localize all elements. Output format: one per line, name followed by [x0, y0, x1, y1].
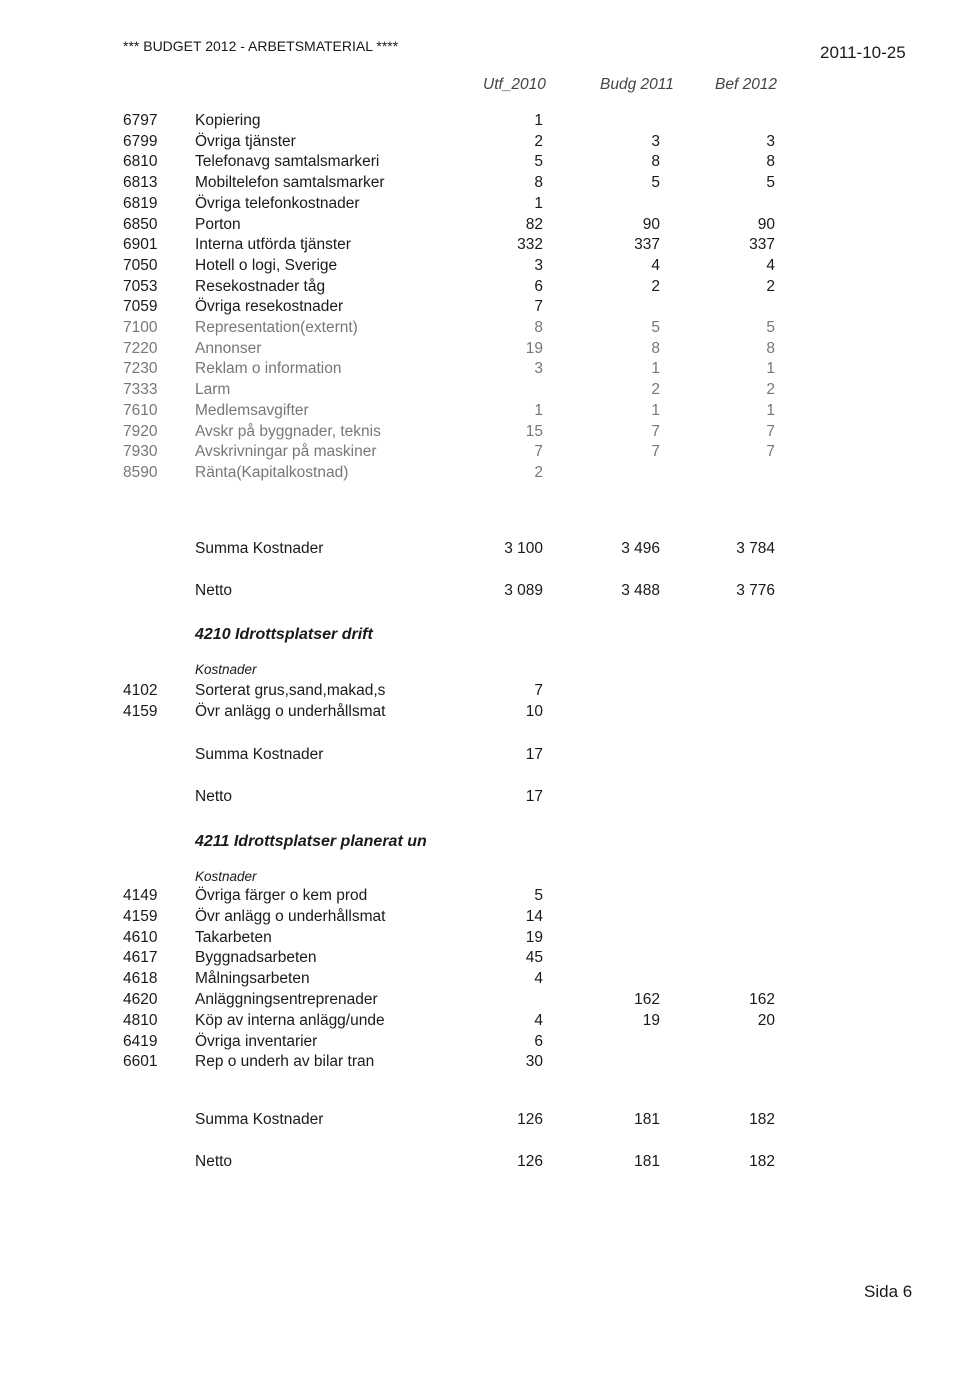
account-code: 4159 — [123, 703, 158, 720]
value-utf-2010: 19 — [525, 928, 543, 946]
account-description: Målningsarbeten — [195, 970, 310, 988]
account-description: Mobiltelefon samtalsmarker — [195, 174, 385, 192]
value-bef-2012: 5 — [766, 319, 775, 336]
account-description: Övriga inventarier — [195, 1032, 318, 1050]
section-title: 4211 Idrottsplatser planerat un — [195, 833, 427, 850]
value-bef-2012: 5 — [766, 174, 775, 192]
section-title: 4210 Idrottsplatser drift — [195, 626, 373, 643]
account-code: 7930 — [123, 443, 158, 461]
value-budg-2011: 19 — [642, 1011, 660, 1029]
account-description: Porton — [195, 215, 241, 233]
account-code: 4159 — [123, 907, 158, 925]
value-budg-2011: 337 — [634, 236, 660, 254]
account-description: Interna utförda tjänster — [195, 236, 351, 254]
value-budg-2011: 1 — [651, 360, 660, 378]
summa-kostnader-label: Summa Kostnader — [195, 1111, 324, 1128]
value-utf-2010: 15 — [525, 422, 543, 440]
value-utf-2010: 45 — [525, 949, 543, 967]
netto-budg-2011: 3 488 — [621, 582, 660, 599]
account-description: Telefonavg samtalsmarkeri — [195, 153, 380, 171]
account-description: Larm — [195, 381, 231, 399]
summa-kostnader-utf-2010: 17 — [525, 746, 543, 763]
value-bef-2012: 90 — [757, 215, 775, 233]
account-code: 7100 — [123, 319, 158, 336]
value-utf-2010: 3 — [534, 256, 543, 274]
column-header-budg-2011: Budg 2011 — [600, 76, 674, 93]
summa-kostnader-bef-2012: 182 — [749, 1111, 775, 1128]
value-utf-2010: 8 — [534, 319, 543, 336]
account-code: 6810 — [123, 153, 158, 171]
summa-kostnader-label: Summa Kostnader — [195, 746, 324, 763]
account-code: 6601 — [123, 1053, 158, 1071]
value-bef-2012: 8 — [766, 339, 775, 357]
account-description: Resekostnader tåg — [195, 277, 326, 295]
account-code: 7333 — [123, 381, 158, 399]
value-utf-2010: 4 — [534, 970, 543, 988]
account-code: 6819 — [123, 194, 158, 212]
value-budg-2011: 3 — [651, 132, 660, 150]
account-description: Övriga resekostnader — [195, 298, 344, 316]
account-description: Köp av interna anlägg/unde — [195, 1011, 385, 1029]
account-code: 6419 — [123, 1032, 158, 1050]
value-budg-2011: 7 — [651, 422, 660, 440]
value-budg-2011: 2 — [651, 381, 660, 399]
account-description: Ränta(Kapitalkostnad) — [195, 463, 349, 481]
summa-kostnader-utf-2010: 126 — [517, 1111, 543, 1128]
value-budg-2011: 4 — [651, 256, 660, 274]
account-description: Kopiering — [195, 112, 261, 129]
netto-label: Netto — [195, 582, 233, 599]
account-code: 4620 — [123, 991, 158, 1008]
account-code: 6901 — [123, 236, 158, 254]
value-utf-2010: 6 — [534, 1032, 543, 1050]
account-code: 4102 — [123, 682, 158, 699]
value-budg-2011: 5 — [651, 319, 660, 336]
account-description: Övriga tjänster — [195, 132, 296, 150]
netto-utf-2010: 126 — [517, 1153, 543, 1170]
account-description: Avskr på byggnader, teknis — [195, 422, 381, 440]
value-utf-2010: 1 — [534, 112, 543, 129]
summa-kostnader-budg-2011: 181 — [634, 1111, 660, 1128]
account-code: 4618 — [123, 970, 158, 988]
account-description: Byggnadsarbeten — [195, 949, 317, 967]
account-code: 7220 — [123, 339, 158, 357]
account-description: Annonser — [195, 339, 262, 357]
account-code: 7059 — [123, 298, 158, 316]
value-budg-2011: 162 — [634, 991, 660, 1008]
account-description: Övriga telefonkostnader — [195, 194, 360, 212]
account-code: 4617 — [123, 949, 158, 967]
account-code: 7610 — [123, 401, 158, 419]
value-utf-2010: 332 — [517, 236, 543, 254]
netto-bef-2012: 3 776 — [736, 582, 775, 599]
account-description: Sorterat grus,sand,makad,s — [195, 682, 386, 699]
account-code: 4810 — [123, 1011, 158, 1029]
account-code: 6850 — [123, 215, 158, 233]
value-utf-2010: 7 — [534, 298, 543, 316]
value-utf-2010: 8 — [534, 174, 543, 192]
page-number: Sida 6 — [864, 1282, 913, 1301]
value-bef-2012: 2 — [766, 277, 775, 295]
account-description: Takarbeten — [195, 928, 272, 946]
value-utf-2010: 7 — [534, 682, 543, 699]
value-bef-2012: 1 — [766, 360, 775, 378]
value-utf-2010: 5 — [534, 153, 543, 171]
value-utf-2010: 6 — [534, 277, 543, 295]
value-budg-2011: 8 — [651, 153, 660, 171]
account-code: 7053 — [123, 277, 158, 295]
account-description: Hotell o logi, Sverige — [195, 256, 338, 274]
account-description: Medlemsavgifter — [195, 401, 309, 419]
document-date: 2011-10-25 — [820, 43, 906, 62]
value-budg-2011: 1 — [651, 401, 660, 419]
section-subtitle: Kostnader — [195, 869, 257, 884]
value-bef-2012: 1 — [766, 401, 775, 419]
netto-budg-2011: 181 — [634, 1153, 660, 1170]
account-description: Övr anlägg o underhållsmat — [195, 907, 386, 925]
account-description: Representation(externt) — [195, 319, 358, 336]
value-utf-2010: 1 — [534, 401, 543, 419]
value-bef-2012: 2 — [766, 381, 775, 399]
value-bef-2012: 20 — [757, 1011, 775, 1029]
value-utf-2010: 1 — [534, 194, 543, 212]
netto-bef-2012: 182 — [749, 1153, 775, 1170]
summa-kostnader-bef-2012: 3 784 — [736, 540, 775, 557]
document-title: *** BUDGET 2012 - ARBETSMATERIAL **** — [123, 38, 399, 54]
account-description: Avskrivningar på maskiner — [195, 443, 377, 461]
account-code: 7920 — [123, 422, 158, 440]
value-utf-2010: 2 — [534, 463, 543, 481]
section-subtitle: Kostnader — [195, 662, 257, 677]
value-utf-2010: 3 — [534, 360, 543, 378]
account-code: 6813 — [123, 174, 158, 192]
value-budg-2011: 5 — [651, 174, 660, 192]
account-code: 7050 — [123, 256, 158, 274]
account-code: 7230 — [123, 360, 158, 378]
value-budg-2011: 90 — [642, 215, 660, 233]
value-bef-2012: 3 — [766, 132, 775, 150]
account-code: 6797 — [123, 112, 158, 129]
column-header-bef-2012: Bef 2012 — [715, 76, 778, 93]
netto-label: Netto — [195, 1153, 233, 1170]
value-utf-2010: 10 — [525, 703, 543, 720]
value-budg-2011: 2 — [651, 277, 660, 295]
value-bef-2012: 7 — [766, 443, 775, 461]
account-code: 8590 — [123, 463, 158, 481]
netto-utf-2010: 3 089 — [504, 582, 543, 599]
value-bef-2012: 8 — [766, 153, 775, 171]
account-description: Reklam o information — [195, 360, 342, 378]
account-code: 4610 — [123, 928, 158, 946]
summa-kostnader-budg-2011: 3 496 — [621, 540, 660, 557]
value-utf-2010: 19 — [525, 339, 543, 357]
account-description: Rep o underh av bilar tran — [195, 1053, 375, 1071]
value-utf-2010: 5 — [534, 887, 543, 904]
value-budg-2011: 7 — [651, 443, 660, 461]
account-description: Anläggningsentreprenader — [195, 991, 378, 1008]
value-utf-2010: 2 — [534, 132, 543, 150]
account-code: 4149 — [123, 887, 158, 904]
column-header-utf-2010: Utf_2010 — [483, 76, 546, 93]
netto-label: Netto — [195, 788, 233, 805]
summa-kostnader-utf-2010: 3 100 — [504, 540, 543, 557]
netto-utf-2010: 17 — [525, 788, 543, 805]
value-utf-2010: 4 — [534, 1011, 543, 1029]
value-budg-2011: 8 — [651, 339, 660, 357]
value-bef-2012: 4 — [766, 256, 775, 274]
value-utf-2010: 30 — [525, 1053, 543, 1071]
summa-kostnader-label: Summa Kostnader — [195, 540, 324, 557]
account-code: 6799 — [123, 132, 158, 150]
account-description: Övriga färger o kem prod — [195, 887, 368, 904]
value-bef-2012: 162 — [749, 991, 775, 1008]
value-utf-2010: 82 — [525, 215, 543, 233]
value-bef-2012: 337 — [749, 236, 775, 254]
value-utf-2010: 14 — [525, 907, 543, 925]
account-description: Övr anlägg o underhållsmat — [195, 703, 386, 720]
value-utf-2010: 7 — [534, 443, 543, 461]
value-bef-2012: 7 — [766, 422, 775, 440]
